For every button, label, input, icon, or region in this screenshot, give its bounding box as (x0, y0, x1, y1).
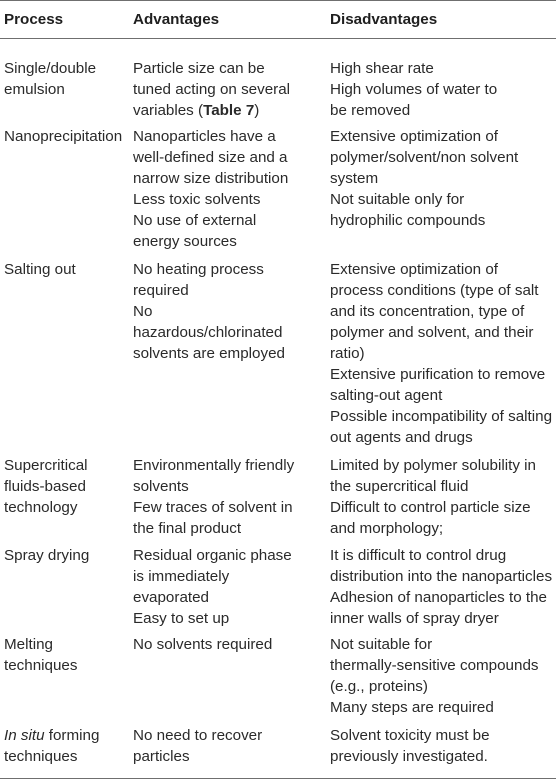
cell-line: solvents are employed (133, 345, 285, 362)
cell-advantages (133, 725, 262, 767)
table-header (0, 0, 556, 38)
cell-line: the final product (133, 520, 242, 537)
cell-advantages (133, 545, 292, 629)
cell-process (4, 126, 122, 147)
cell-line: Adhesion of nanoparticles to the (330, 589, 547, 606)
cell-line: High shear rate (330, 60, 434, 77)
cell-line: Possible incompatibility of salting (330, 408, 553, 425)
cell-line: Not suitable only for (330, 191, 465, 208)
cell-process (4, 455, 88, 518)
header-bottom-rule (0, 38, 556, 39)
cell-disadvantages (330, 545, 552, 629)
table-bottom-rule (0, 778, 556, 779)
cell-line: technology (4, 499, 78, 516)
cell-line: salting-out agent (330, 387, 443, 404)
cell-disadvantages (330, 58, 497, 121)
cell-line: energy sources (133, 233, 237, 250)
cell-line: distribution into the nanoparticles (330, 568, 553, 585)
cell-line: It is difficult to control drug (330, 547, 507, 564)
cell-line: solvents (133, 478, 189, 495)
cell-line (4, 725, 99, 746)
cell-advantages (133, 634, 272, 655)
cell-line: is immediately (133, 568, 230, 585)
cell-line: fluids-based (4, 478, 86, 495)
cell-line: tuned acting on several (133, 81, 291, 98)
cell-line: thermally-sensitive compounds (330, 657, 539, 674)
cell-line: Melting (4, 636, 53, 653)
cell-line: previously investigated. (330, 748, 488, 765)
cell-process (4, 58, 96, 100)
cell-line: the supercritical fluid (330, 478, 469, 495)
cell-line: well-defined size and a (133, 149, 288, 166)
cell-line: hazardous/chlorinated (133, 324, 283, 341)
cell-text-italic: In situ (4, 727, 45, 744)
cell-disadvantages (330, 259, 552, 448)
cell-line: out agents and drugs (330, 429, 473, 446)
cell-line: required (133, 282, 189, 299)
cell-line: Residual organic phase (133, 547, 292, 564)
cell-line: hydrophilic compounds (330, 212, 486, 229)
cell-line: Extensive optimization of (330, 128, 498, 145)
cell-line: techniques (4, 748, 78, 765)
cell-line: Solvent toxicity must be (330, 727, 490, 744)
cell-line: polymer and solvent, and their (330, 324, 534, 341)
cell-line: Spray drying (4, 547, 90, 564)
table-reference-link[interactable]: Table 7 (203, 102, 255, 119)
header-disadvantages: Disadvantages (330, 11, 438, 28)
cell-line: be removed (330, 102, 411, 119)
cell-line: Single/double (4, 60, 97, 77)
cell-line: Nanoparticles have a (133, 128, 276, 145)
cell-advantages (133, 58, 290, 121)
cell-line: Not suitable for (330, 636, 433, 653)
cell-line: process conditions (type of salt (330, 282, 539, 299)
cell-line: ratio) (330, 345, 365, 362)
cell-line: emulsion (4, 81, 65, 98)
cell-disadvantages (330, 455, 536, 539)
cell-process (4, 259, 76, 280)
cell-line: Easy to set up (133, 610, 230, 627)
cell-line: particles (133, 748, 190, 765)
cell-line: Limited by polymer solubility in (330, 457, 536, 474)
cell-text: variables ( (133, 102, 204, 119)
cell-line: and morphology; (330, 520, 444, 537)
cell-advantages (133, 126, 288, 252)
cell-advantages (133, 259, 285, 364)
cell-line: No use of external (133, 212, 257, 229)
cell-line: No heating process (133, 261, 264, 278)
cell-process (4, 725, 99, 767)
cell-line: Environmentally friendly (133, 457, 295, 474)
cell-line: No (133, 303, 153, 320)
cell-line (133, 100, 290, 121)
cell-line: inner walls of spray dryer (330, 610, 499, 627)
cell-process (4, 634, 77, 676)
cell-disadvantages (330, 126, 518, 231)
cell-line: and its concentration, type of (330, 303, 525, 320)
cell-line: Nanoprecipitation (4, 128, 123, 145)
cell-text: ) (254, 102, 260, 119)
cell-line: evaporated (133, 589, 209, 606)
cell-text: forming (44, 727, 100, 744)
cell-line: No solvents required (133, 636, 273, 653)
cell-line: Salting out (4, 261, 76, 278)
cell-process (4, 545, 89, 566)
cell-line: polymer/solvent/non solvent (330, 149, 519, 166)
header-advantages: Advantages (133, 11, 220, 28)
cell-advantages (133, 455, 294, 539)
cell-line: Difficult to control particle size (330, 499, 531, 516)
cell-line: techniques (4, 657, 78, 674)
cell-line: Extensive purification to remove (330, 366, 546, 383)
cell-line: system (330, 170, 379, 187)
cell-disadvantages (330, 634, 539, 718)
cell-line: No need to recover (133, 727, 263, 744)
header-process: Process (4, 11, 64, 28)
cell-line: Few traces of solvent in (133, 499, 293, 516)
cell-line: Less toxic solvents (133, 191, 261, 208)
cell-line: Particle size can be (133, 60, 265, 77)
cell-line: narrow size distribution (133, 170, 289, 187)
cell-line: High volumes of water to (330, 81, 498, 98)
cell-disadvantages (330, 725, 490, 767)
cell-line: Many steps are required (330, 699, 494, 716)
cell-line: Extensive optimization of (330, 261, 498, 278)
cell-line: (e.g., proteins) (330, 678, 428, 695)
cell-line: Supercritical (4, 457, 88, 474)
